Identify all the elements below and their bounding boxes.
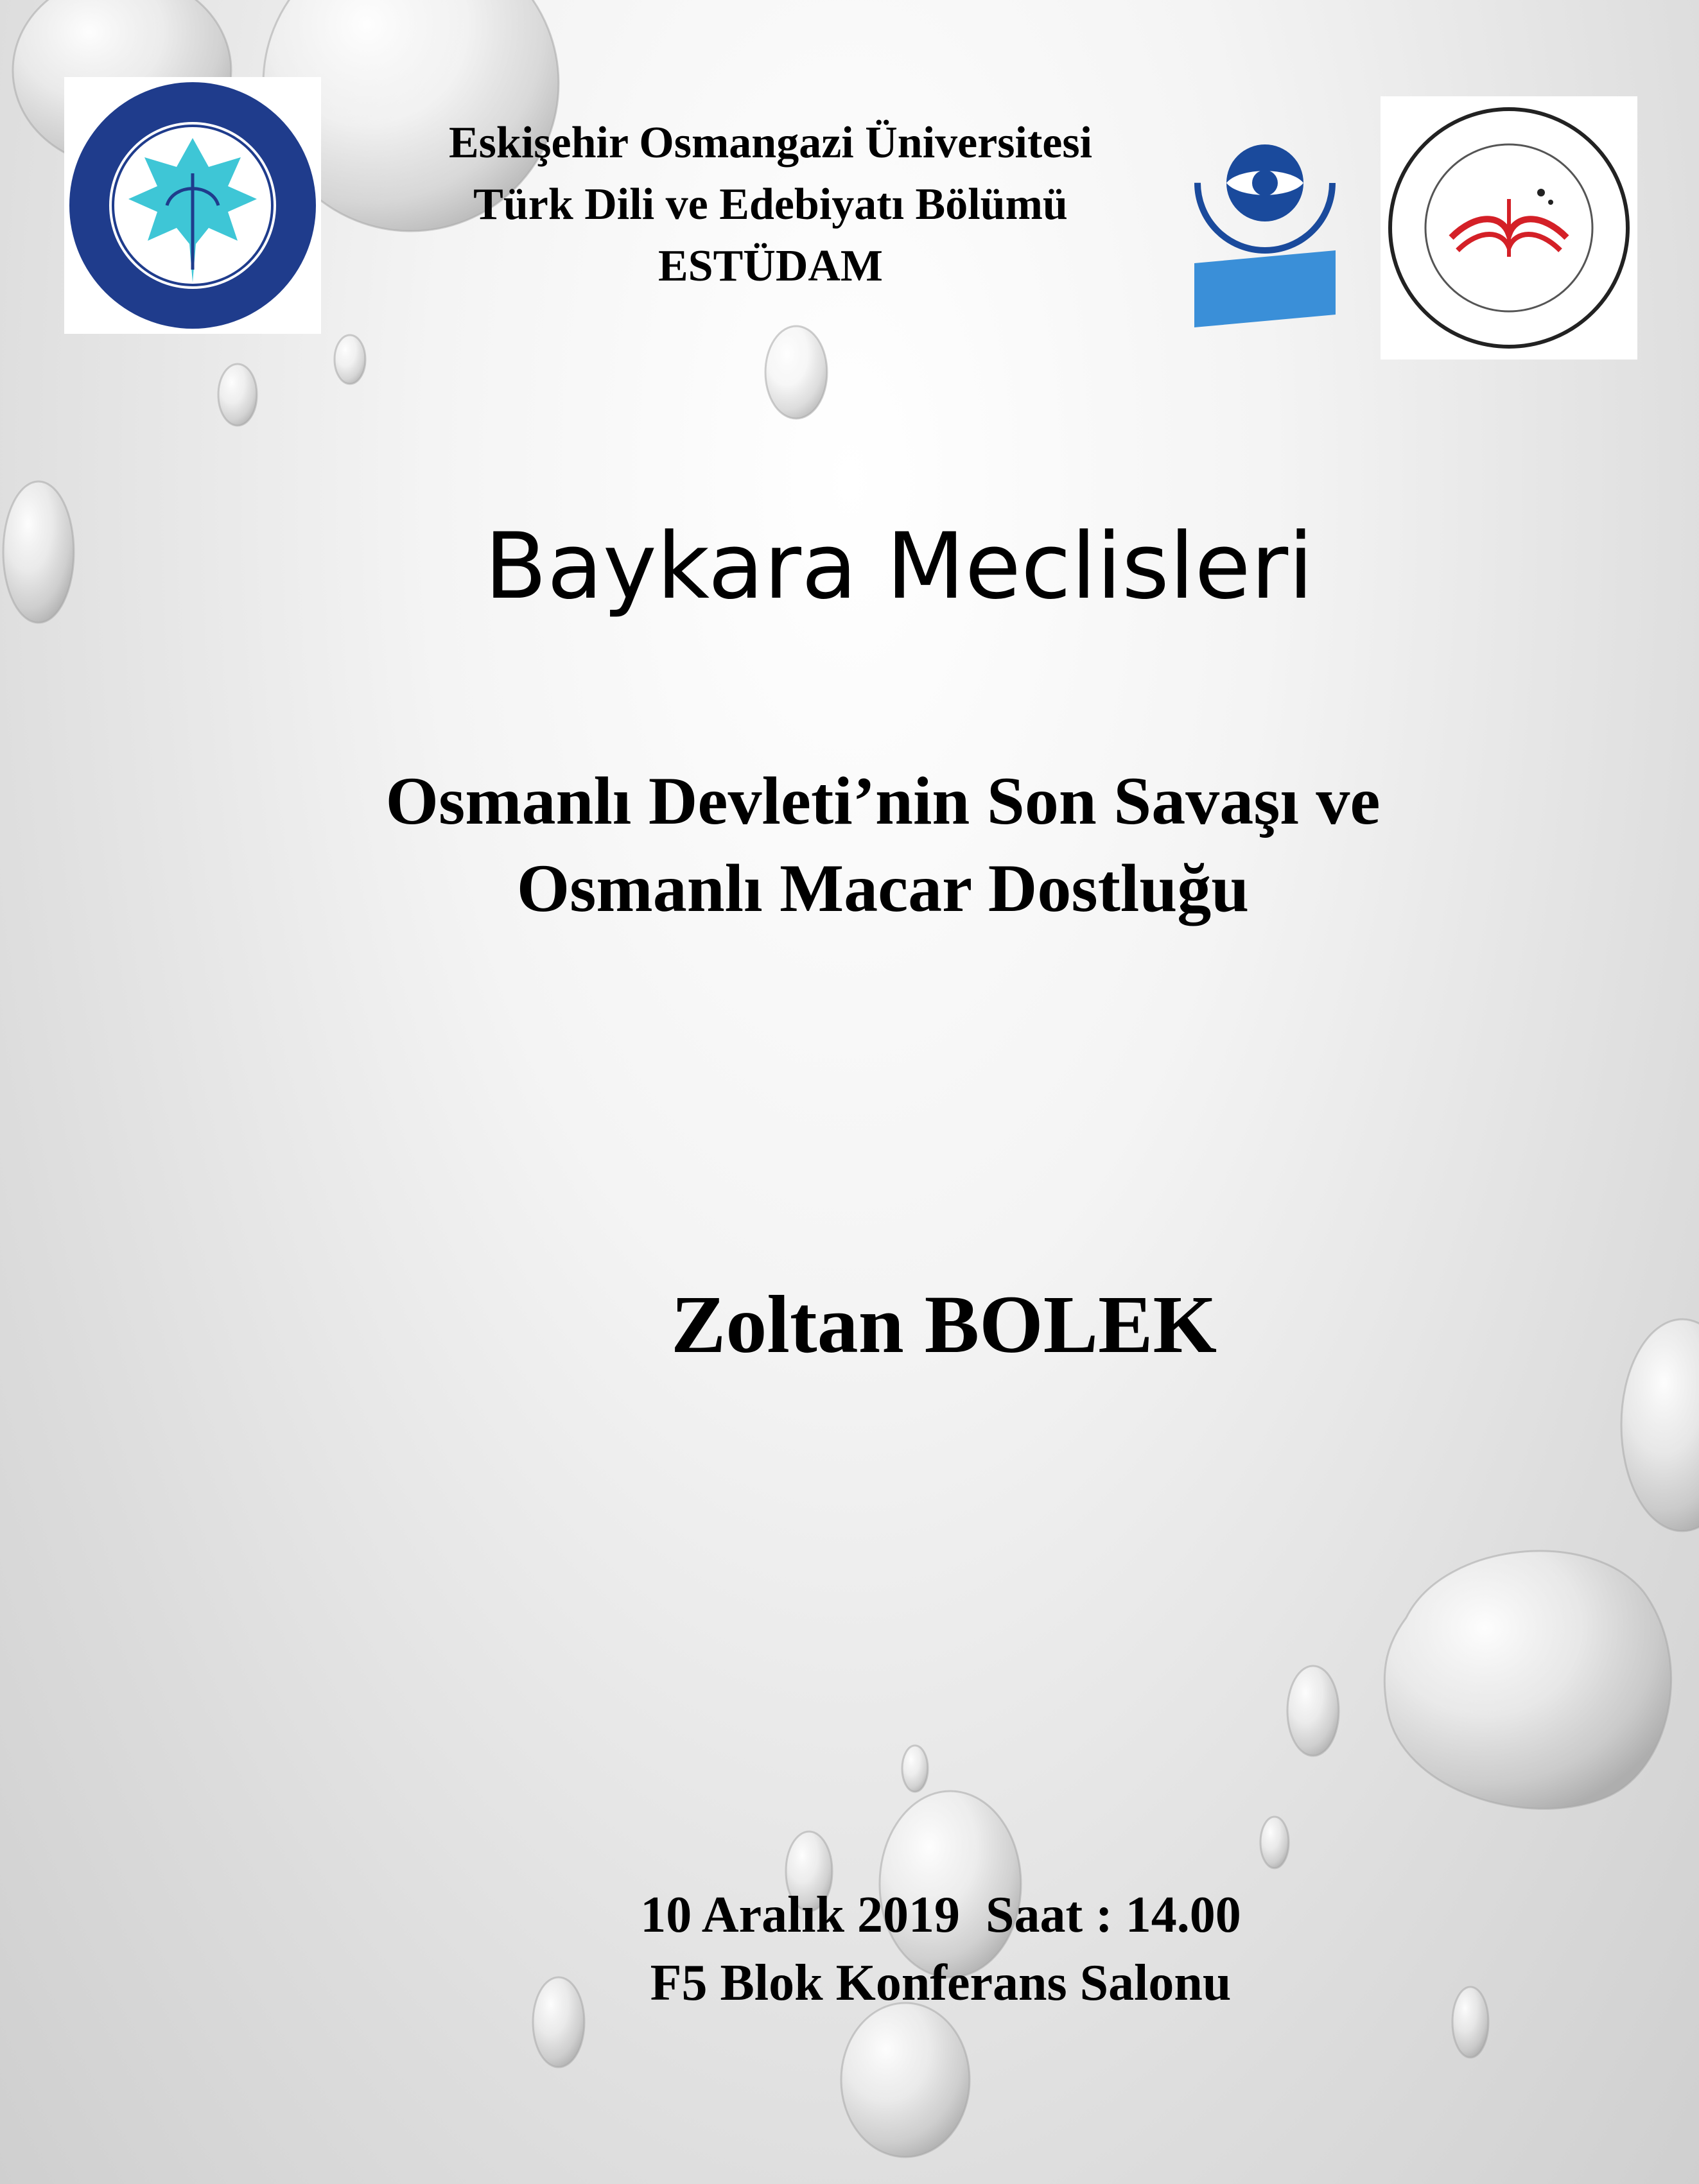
event-info	[514, 1881, 1368, 2017]
talk-title-line-1: Osmanlı Devleti’nin Son Savaşı ve	[385, 763, 1381, 838]
estudam-logo-icon	[1181, 96, 1348, 334]
page-title: Baykara Meclisleri	[484, 514, 1314, 620]
event-datetime: 10 Aralık 2019 Saat : 14.00	[640, 1887, 1241, 1943]
university-seal-logo	[64, 77, 321, 334]
department-seal-logo	[1381, 96, 1637, 360]
university-seal-icon	[64, 77, 321, 334]
water-drop	[841, 2003, 970, 2157]
water-drop	[1452, 1987, 1488, 2058]
water-drop	[1384, 1551, 1671, 1809]
talk-title-line-2: Osmanlı Macar Dostluğu	[516, 851, 1250, 926]
water-drop	[218, 364, 257, 426]
center-name: ESTÜDAM	[658, 241, 884, 291]
water-drop	[1621, 1319, 1699, 1531]
department-name: Türk Dili ve Edebiyatı Bölümü	[473, 180, 1068, 229]
talk-title	[244, 758, 1522, 932]
estudam-logo	[1181, 96, 1348, 334]
water-drop	[1260, 1817, 1289, 1868]
university-name: Eskişehir Osmangazi Üniversitesi	[448, 118, 1093, 168]
speaker-name: Zoltan BOLEK	[671, 1279, 1217, 1370]
water-drop	[902, 1746, 928, 1792]
water-drop	[1287, 1666, 1339, 1756]
water-drop	[335, 335, 365, 384]
event-venue: F5 Blok Konferans Salonu	[650, 1955, 1232, 2011]
water-drop	[765, 326, 827, 419]
header-text	[360, 112, 1181, 297]
department-seal-icon	[1381, 96, 1637, 360]
